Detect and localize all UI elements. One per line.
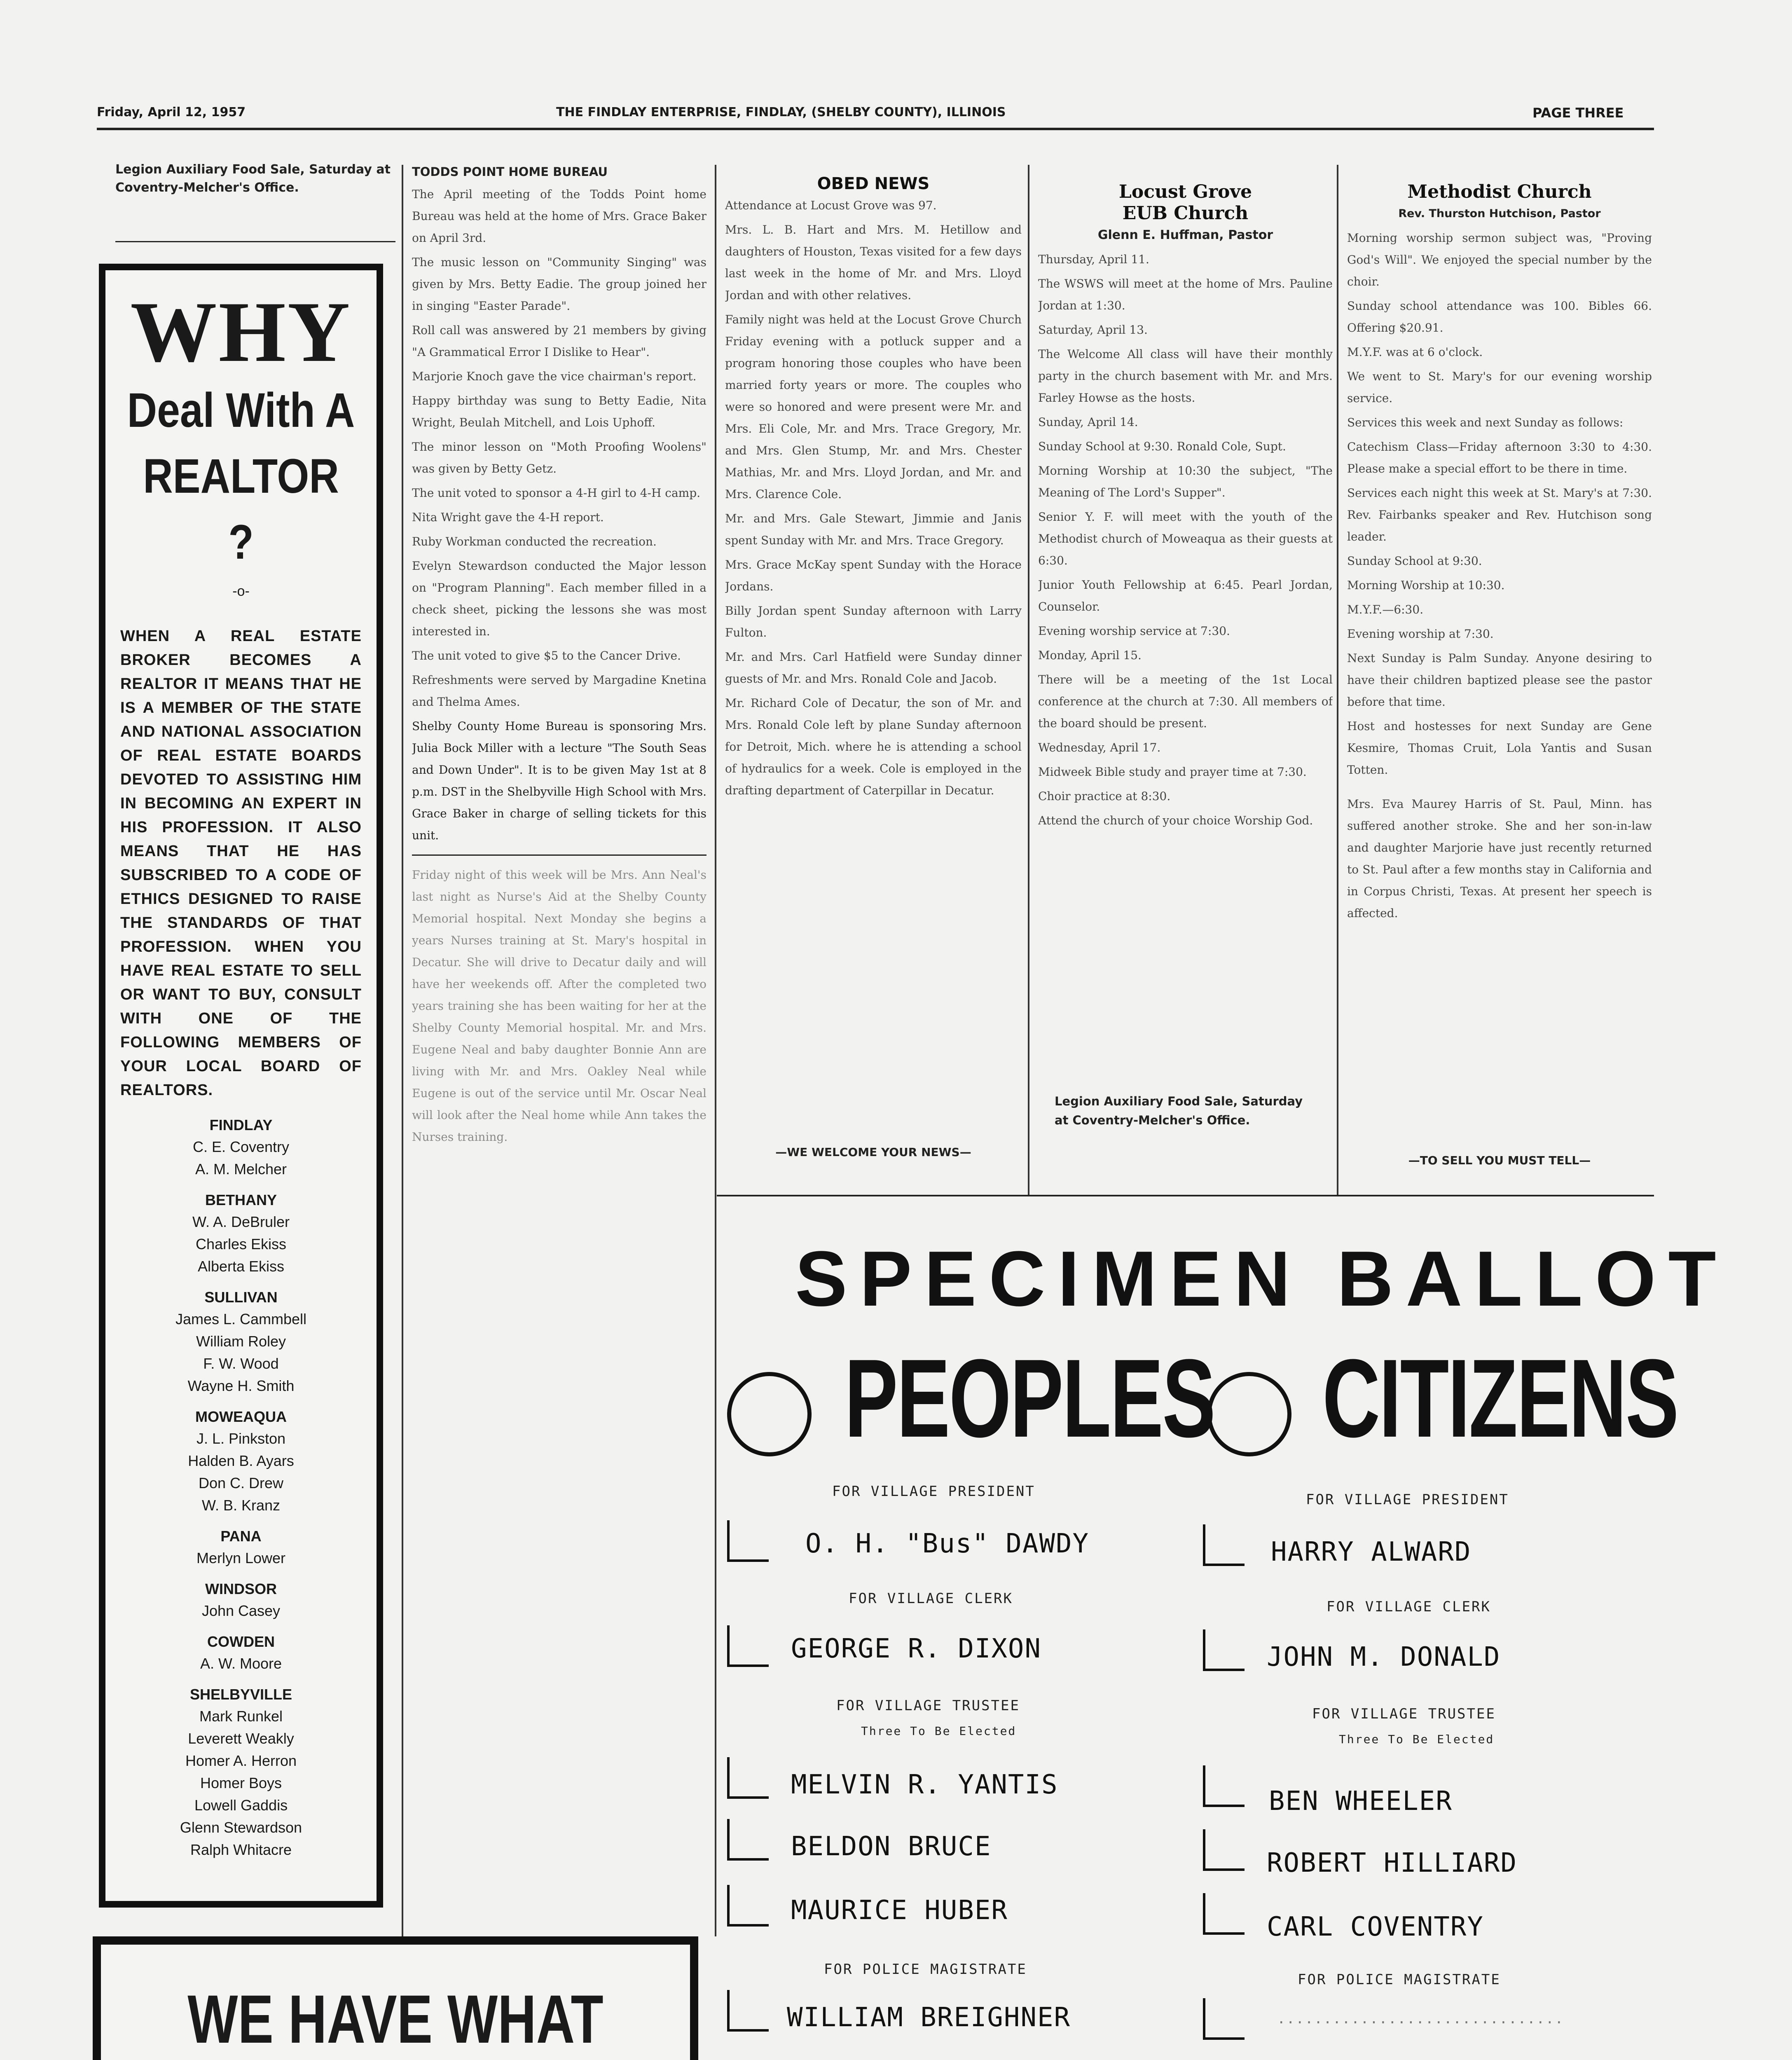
locust-grove-column [1038,181,1333,1079]
realtor-town-name: MOWEAQUA [195,1408,287,1425]
realtor-member-name: Ralph Whitacre [190,1841,292,1858]
realtor-member-name: W. B. Kranz [201,1497,281,1514]
realtor-ad-realtor: REALTOR ? [143,449,339,569]
realtor-town-list [105,1114,377,1861]
candidate-name: ROBERT HILLIARD [1267,1848,1517,1878]
realtor-member-name: Alberta Ekiss [197,1258,285,1275]
candidate-name: O. H. "Bus" DAWDY [805,1529,1090,1559]
realtor-town-name: SULLIVAN [204,1289,278,1306]
methodist-church-title: Methodist Church [1407,181,1592,202]
article-paragraph: Mrs. Grace McKay spent Sunday with the Horace Jordans. [725,558,1022,593]
article-paragraph: Friday night of this week will be Mrs. Ann Neal's last night as Nurse's Aid at the Shelby County Memorial hospital. Next Monday she begins a years Nurses training at St. Mary's hospital in Decatur. She will drive to Decatur daily and will have her weekends off. After the completed two years training she has been waiting for her at the Shelby County Memorial hospital. Mr. and Mrs. Eugene Neal and baby daughter Bonnie Ann are living with Mr. and Mrs. Oakley Neal while Eugene is out of the service until Mr. Oscar Neal will look after the Neal home while Ann takes the Nurses training. [412,868,707,1144]
citizens-party-circle [1207,1372,1291,1456]
realtor-member-name: Wayne H. Smith [187,1377,295,1394]
office-label: FOR VILLAGE TRUSTEE [1312,1706,1496,1722]
realtor-member-name: James L. Cammbell [175,1311,307,1327]
obed-news-column [725,173,1022,1174]
locust-grove-title: Locust Grove [1118,181,1252,202]
article-paragraph: The unit voted to sponsor a 4-H girl to 4-H camp. [412,486,701,500]
vote-box[interactable] [727,1990,769,2032]
realtor-member-name: Homer Boys [200,1774,282,1791]
realtor-member-name: Don C. Drew [198,1475,284,1491]
realtor-town-name: BETHANY [205,1192,277,1208]
office-label: FOR VILLAGE CLERK [849,1590,1013,1607]
realtor-member-name: A. W. Moore [200,1655,282,1672]
footer-text: —WE WELCOME YOUR NEWS— [775,1145,971,1159]
pastor-name: Glenn E. Huffman, Pastor [1097,228,1273,242]
column-divider [715,165,716,1936]
article-paragraph: M.Y.F.—6:30. [1347,603,1424,616]
article-paragraph: Mrs. Eva Maurey Harris of St. Paul, Minn. has suffered another stroke. She and her son-in-law and daughter Marjorie have just recently returned to St. Paul after a few months stay in California and in Corpus Christi, Texas. At present her speech is affected. [1347,797,1652,920]
vote-box[interactable] [1203,1998,1245,2040]
article-paragraph: Ruby Workman conducted the recreation. [412,535,657,548]
article-paragraph: Billy Jordan spent Sunday afternoon with Larry Fulton. [725,604,1022,639]
article-paragraph: Morning Worship at 10:30 the subject, "The Meaning of The Lord's Supper". [1038,464,1333,499]
realtor-ad-body: WHEN A REAL ESTATE BROKER BECOMES A REALTOR IT MEANS THAT HE IS A MEMBER OF THE STATE AND NATIONAL ASSOCIATION OF REAL ESTATE BOARDS DEVOTED TO ASSISTING HIM IN BECOMING AN EXPERT IN HIS PROFESSION. IT ALSO MEANS THAT HE HAS SUBSCRIBED TO A CODE OF ETHICS DESIGNED TO RAISE THE STANDARDS OF THAT PROFESSION. WHEN YOU HAVE REAL ESTATE TO SELL OR WANT TO BUY, CONSULT WITH ONE OF THE FOLLOWING MEMBERS OF YOUR LOCAL BOARD OF REALTORS. [120,627,362,1099]
elected-note: Three To Be Elected [1339,1732,1495,1746]
legion-food-sale-notice [115,161,395,197]
article-paragraph: Morning Worship at 10:30. [1347,578,1505,592]
citizens-party-name: CITIZENS [1322,1337,1678,1461]
article-paragraph: Morning worship sermon subject was, "Proving God's Will". We enjoyed the special number by the choir. [1347,231,1652,288]
office-label: FOR VILLAGE CLERK [1326,1599,1491,1615]
article-paragraph: Roll call was answered by 21 members by giving "A Grammatical Error I Dislike to Hear". [412,323,707,359]
office-label: FOR POLICE MAGISTRATE [1298,1971,1501,1988]
column-divider [1028,165,1029,1195]
article-paragraph: Mr. and Mrs. Gale Stewart, Jimmie and Janis spent Sunday with Mr. and Mrs. Trace Gregory. [725,512,1022,547]
article-paragraph: Catechism Class—Friday afternoon 3:30 to 4:30. Please make a special effort to be there in time. [1347,440,1652,475]
realtor-ad [99,264,383,1908]
candidate-name: WILLIAM BREIGHNER [787,2002,1071,2033]
realtor-member-name: A. M. Melcher [195,1161,287,1177]
obed-news-title: OBED NEWS [817,174,930,193]
realtor-ad-why: WHY [130,284,352,380]
realtor-ad-divider: -o- [232,583,250,599]
methodist-footer [1347,1149,1652,1171]
vote-box[interactable] [727,1885,769,1927]
article-paragraph: Host and hostesses for next Sunday are Gene Kesmire, Thomas Cruit, Lola Yantis and Susan Totten. [1347,719,1652,777]
header-page-number: PAGE THREE [1532,105,1624,121]
section-rule [412,854,707,856]
candidate-name: JOHN M. DONALD [1267,1642,1501,1672]
office-label: FOR VILLAGE TRUSTEE [836,1697,1020,1714]
article-paragraph: The WSWS will meet at the home of Mrs. Pauline Jordan at 1:30. [1038,277,1333,312]
vote-box[interactable] [1203,1629,1245,1671]
farmers-coop-ad [93,1936,698,2060]
footer-text: —TO SELL YOU MUST TELL— [1408,1154,1591,1167]
realtor-member-name: Halden B. Ayars [188,1452,294,1469]
article-paragraph: Senior Y. F. will meet with the youth of the Methodist church of Moweaqua as their guests at 6:30. [1038,510,1333,567]
article-paragraph: We went to St. Mary's for our evening worship service. [1347,370,1652,405]
article-paragraph: Mr. Richard Cole of Decatur, the son of Mr. and Mrs. Ronald Cole left by plane Sunday afternoon for Detroit, Mich. where he is attending a school of hydraulics for a week. Cole is employed in the drafting department of Caterpillar in Decatur. [725,696,1022,797]
article-paragraph: Services each night this week at St. Mary's at 7:30. Rev. Fairbanks speaker and Rev. Hutchison song leader. [1347,486,1652,543]
article-paragraph: Junior Youth Fellowship at 6:45. Pearl Jordan, Counselor. [1038,578,1333,613]
candidate-name: ............................... [1277,2011,1564,2027]
article-paragraph: Evening worship service at 7:30. [1038,624,1230,638]
realtor-member-name: John Casey [201,1602,281,1619]
vote-box[interactable] [727,1819,769,1861]
vote-box[interactable] [1203,1829,1245,1871]
article-paragraph: Midweek Bible study and prayer time at 7:30. [1038,765,1307,779]
article-paragraph: The unit voted to give $5 to the Cancer Drive. [412,649,681,662]
realtor-town-name: PANA [220,1528,262,1545]
peoples-party-circle [727,1372,812,1456]
realtor-member-name: F. W. Wood [203,1355,279,1372]
realtor-member-name: C. E. Coventry [192,1138,290,1155]
article-paragraph: Refreshments were served by Margadine Knetina and Thelma Ames. [412,673,707,709]
article-paragraph: The music lesson on "Community Singing" was given by Mrs. Betty Eadie. The group joined her in singing "Easter Parade". [412,255,707,313]
notice-text: Legion Auxiliary Food Sale, Saturday at Coventry-Melcher's Office. [115,162,391,195]
article-paragraph: Thursday, April 11. [1038,253,1149,266]
article-paragraph: Services this week and next Sunday as follows: [1347,416,1624,429]
candidate-name: MELVIN R. YANTIS [791,1770,1058,1800]
todds-point-column [412,163,707,1926]
pastor-name: Rev. Thurston Hutchison, Pastor [1398,207,1601,220]
vote-box[interactable] [727,1625,769,1667]
article-paragraph: Mr. and Mrs. Carl Hatfield were Sunday dinner guests of Mr. and Mrs. Ronald Cole and Jacob. [725,650,1022,686]
article-paragraph: Sunday school attendance was 100. Bibles 66. Offering $20.91. [1347,299,1652,335]
realtor-member-name: J. L. Pinkston [196,1430,286,1447]
article-paragraph: The Welcome All class will have their monthly party in the church basement with Mr. and Mrs. Farley Howse as the hosts. [1038,347,1333,405]
realtor-member-name: Homer A. Herron [185,1752,297,1769]
vote-box[interactable] [727,1757,769,1799]
eub-church-title: EUB Church [1122,203,1249,224]
article-paragraph: Nita Wright gave the 4-H report. [412,510,604,524]
vote-box[interactable] [1203,1893,1245,1935]
article-paragraph: Attend the church of your choice Worship God. [1038,814,1313,827]
realtor-member-name: Leverett Weakly [188,1730,294,1747]
article-paragraph: Family night was held at the Locust Grove Church Friday evening with a potluck supper and a program honoring those couples who have been married forty years or more. The couples who were so honored and were present were Mr. and Mrs. Eli Cole, Mr. and Mrs. Trace Gregory, Mr. and Mrs. Glen Stump, Mr. and Mrs. Chester Mathias, Mr. and Mrs. Lloyd Jordan, and Mr. and Mrs. Clarence Cole. [725,313,1022,501]
article-paragraph: Choir practice at 8:30. [1038,789,1171,803]
article-paragraph: Marjorie Knoch gave the vice chairman's report. [412,370,697,383]
realtor-town-name: COWDEN [207,1633,275,1650]
article-paragraph: M.Y.F. was at 6 o'clock. [1347,345,1483,359]
ballot-top-rule [717,1195,1654,1196]
peoples-party-name: PEOPLES [845,1337,1215,1461]
realtor-member-name: Mark Runkel [199,1708,283,1725]
header-date: Friday, April 12, 1957 [97,105,246,119]
obed-news-footer [725,1141,1022,1163]
candidate-name: BEN WHEELER [1269,1786,1453,1817]
specimen-ballot-title: SPECIMEN BALLOT [795,1235,1729,1323]
article-paragraph: Shelby County Home Bureau is sponsoring Mrs. Julia Bock Miller with a lecture "The South Seas and Down Under". It is to be given May 1st at 8 p.m. DST in the Shelbyville High School with Mrs. Grace Baker in charge of selling tickets for this unit. [412,719,707,842]
office-label: FOR VILLAGE PRESIDENT [1306,1491,1509,1508]
article-paragraph: There will be a meeting of the 1st Local conference at the church at 7:30. All members of the board should be present. [1038,673,1333,730]
realtor-member-name: W. A. DeBruler [192,1213,290,1230]
candidate-name: HARRY ALWARD [1271,1537,1471,1567]
notice-rule [115,241,395,242]
vote-box[interactable] [1203,1765,1245,1807]
article-paragraph: Sunday, April 14. [1038,415,1138,429]
candidate-name: MAURICE HUBER [791,1895,1008,1926]
methodist-church-column [1347,181,1652,1141]
office-label: FOR VILLAGE PRESIDENT [832,1483,1035,1500]
article-paragraph: Monday, April 15. [1038,648,1142,662]
article-paragraph: Attendance at Locust Grove was 97. [725,199,937,212]
header-rule [97,128,1654,130]
realtor-member-name: Glenn Stewardson [180,1819,302,1836]
article-paragraph: Sunday School at 9:30. Ronald Cole, Supt. [1038,440,1286,453]
realtor-town-name: SHELBYVILLE [189,1686,292,1703]
article-paragraph: The minor lesson on "Moth Proofing Woolens" was given by Betty Getz. [412,440,707,475]
header-paper-name: THE FINDLAY ENTERPRISE, FINDLAY, (SHELBY COUNTY), ILLINOIS [556,105,1006,119]
footer-text: Legion Auxiliary Food Sale, Saturday at Coventry-Melcher's Office. [1055,1094,1303,1127]
candidate-name: GEORGE R. DIXON [791,1634,1041,1664]
article-paragraph: Evelyn Stewardson conducted the Major lesson on "Program Planning". Each member filled in a check sheet, picking the lessons she was most interested in. [412,559,707,638]
candidate-name: BELDON BRUCE [791,1831,992,1862]
elected-note: Three To Be Elected [861,1724,1017,1738]
article-paragraph: Next Sunday is Palm Sunday. Anyone desiring to have their children baptized please see the pastor before that time. [1347,651,1652,709]
realtor-town-name: WINDSOR [205,1580,277,1597]
vote-box[interactable] [1203,1524,1245,1566]
article-paragraph: Evening worship at 7:30. [1347,627,1494,641]
article-paragraph: Saturday, April 13. [1038,323,1148,337]
realtor-member-name: William Roley [196,1333,286,1350]
realtor-member-name: Lowell Gaddis [194,1797,288,1814]
locust-grove-footer [1055,1092,1318,1130]
article-paragraph: The April meeting of the Todds Point home Bureau was held at the home of Mrs. Grace Baker on April 3rd. [412,187,707,245]
article-paragraph: Happy birthday was sung to Betty Eadie, Nita Wright, Beulah Mitchell, and Lois Uphoff. [412,394,707,429]
todds-point-title: TODDS POINT HOME BUREAU [412,165,608,179]
realtor-town-name: FINDLAY [209,1117,273,1133]
realtor-member-name: Merlyn Lower [196,1550,286,1566]
article-paragraph: Wednesday, April 17. [1038,741,1161,754]
column-divider [402,165,403,1936]
candidate-name: CARL COVENTRY [1267,1912,1484,1942]
article-paragraph: Mrs. L. B. Hart and Mrs. M. Hetillow and daughters of Houston, Texas visited for a few days last week in the home of Mr. and Mrs. Lloyd Jordan and with other relatives. [725,223,1022,302]
realtor-ad-deal: Deal With A [127,383,355,438]
column-divider [1337,165,1338,1195]
realtor-member-name: Charles Ekiss [195,1236,287,1252]
ad-line: WE HAVE WHAT [187,1981,604,2058]
office-label: FOR POLICE MAGISTRATE [824,1961,1027,1978]
article-paragraph: Sunday School at 9:30. [1347,554,1482,568]
vote-box[interactable] [727,1520,769,1562]
